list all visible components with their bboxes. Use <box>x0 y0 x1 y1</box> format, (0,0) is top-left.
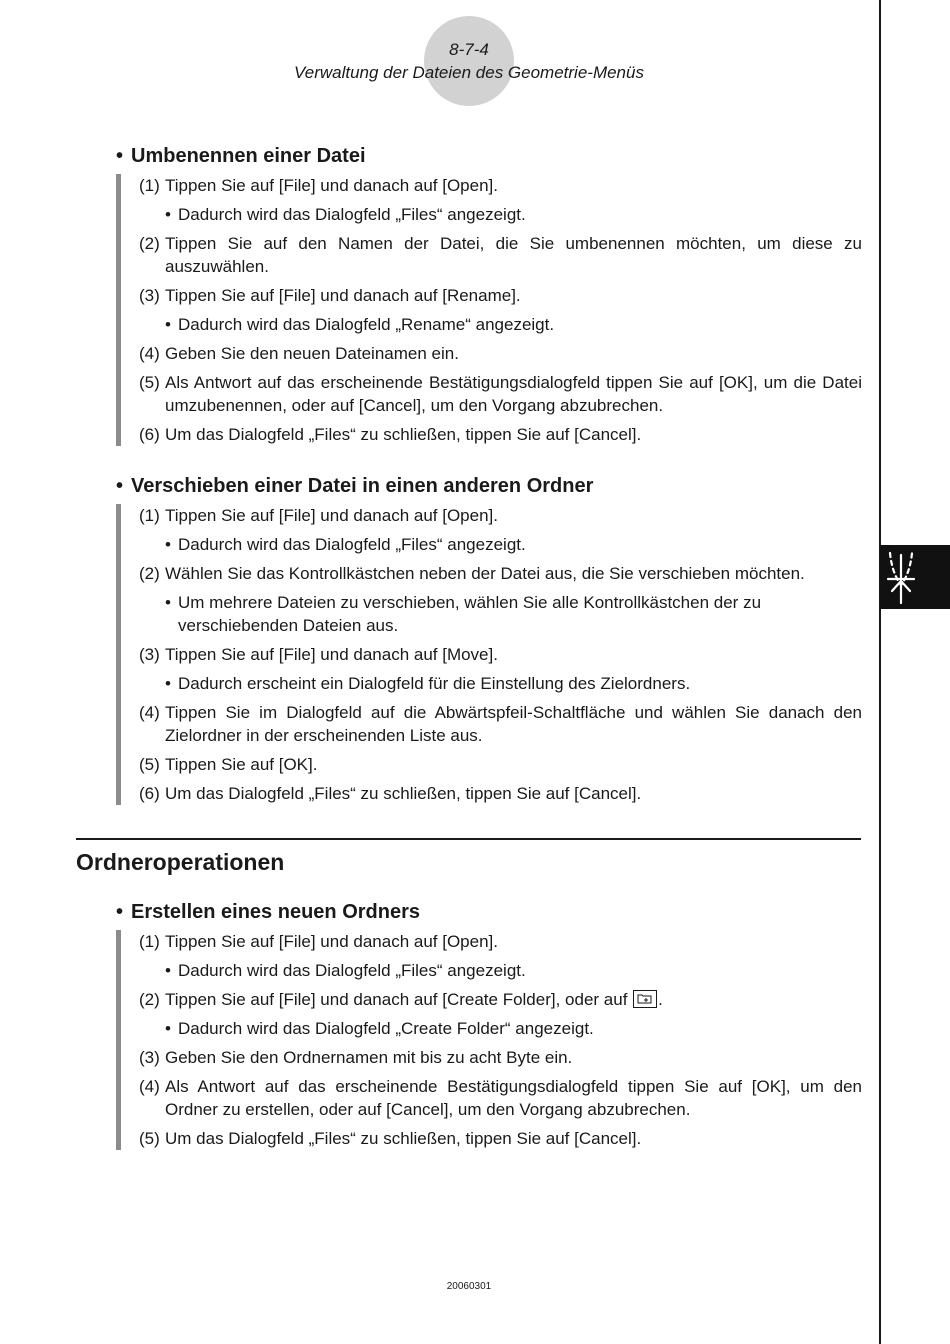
step-text: Tippen Sie auf [File] und danach auf [Open]. <box>165 932 498 951</box>
step <box>139 284 862 307</box>
step-number: (2) <box>139 234 160 253</box>
note <box>139 959 862 982</box>
heading-bullet: • <box>116 145 124 167</box>
note-text: Dadurch erscheint ein Dialogfeld für die Einstellung des Zielordners. <box>178 674 691 693</box>
move-section <box>76 474 862 811</box>
step <box>139 1075 862 1121</box>
step-number: (2) <box>139 564 160 583</box>
step-text: Tippen Sie auf [File] und danach auf [Open]. <box>165 506 498 525</box>
note-bullet: • <box>165 315 171 334</box>
geometry-chapter-icon <box>880 545 950 609</box>
chapter-title: Verwaltung der Dateien des Geometrie-Menüs <box>294 63 644 82</box>
step-number: (3) <box>139 645 160 664</box>
step-number: (2) <box>139 990 160 1009</box>
step <box>139 643 862 666</box>
step <box>139 504 862 527</box>
step <box>139 1127 862 1150</box>
note-bullet: • <box>165 674 171 693</box>
step-text: Tippen Sie auf den Namen der Datei, die Sie umbenennen möchten, um diese zu auszuwählen. <box>165 234 862 276</box>
note <box>139 203 862 226</box>
header-circle <box>424 16 514 106</box>
step <box>139 930 862 953</box>
heading-text: Umbenennen einer Datei <box>131 145 366 167</box>
folder-operations-heading: Ordneroperationen <box>76 849 285 875</box>
note-bullet: • <box>165 1019 171 1038</box>
step-number: (6) <box>139 784 160 803</box>
heading-text: Verschieben einer Datei in einen anderen Ordner <box>131 475 594 497</box>
step <box>139 342 862 365</box>
heading-text: Erstellen eines neuen Ordners <box>131 901 420 923</box>
note <box>139 672 862 695</box>
step <box>139 701 862 747</box>
note <box>139 533 862 556</box>
move-steps <box>116 504 862 805</box>
step <box>139 988 862 1011</box>
step-number: (1) <box>139 932 160 951</box>
heading-bullet: • <box>116 475 124 497</box>
step-text: Um das Dialogfeld „Files“ zu schließen, tippen Sie auf [Cancel]. <box>165 425 642 444</box>
step-text <box>165 988 862 1011</box>
step <box>139 423 862 446</box>
create-folder-steps <box>116 930 862 1150</box>
step-text: Tippen Sie auf [File] und danach auf [Rename]. <box>165 286 521 305</box>
section-divider <box>76 838 861 840</box>
step-number: (3) <box>139 286 160 305</box>
step-number: (6) <box>139 425 160 444</box>
note <box>139 1017 862 1040</box>
step-text: Tippen Sie auf [File] und danach auf [Move]. <box>165 645 498 664</box>
step-text: Als Antwort auf das erscheinende Bestätigungsdialogfeld tippen Sie auf [OK], um die Datei umzubenennen, oder auf [Cancel], um den Vorgang abzubrechen. <box>165 373 862 415</box>
section-heading <box>76 144 862 168</box>
step <box>139 782 862 805</box>
step-number: (5) <box>139 373 160 392</box>
note-text: Dadurch wird das Dialogfeld „Create Folder“ angezeigt. <box>178 1019 594 1038</box>
page-number: 8-7-4 <box>449 40 489 59</box>
note-text: Um mehrere Dateien zu verschieben, wählen Sie alle Kontrollkästchen der zu verschiebenden Dateien aus. <box>178 593 762 635</box>
rename-section <box>76 144 862 452</box>
section-heading <box>76 474 862 498</box>
note-text: Dadurch wird das Dialogfeld „Files“ angezeigt. <box>178 961 526 980</box>
step-text: Um das Dialogfeld „Files“ zu schließen, tippen Sie auf [Cancel]. <box>165 784 642 803</box>
step-text: Tippen Sie auf [File] und danach auf [Open]. <box>165 176 498 195</box>
step-number: (4) <box>139 703 160 722</box>
step-number: (4) <box>139 1077 160 1096</box>
step <box>139 753 862 776</box>
note <box>139 591 862 637</box>
note-text: Dadurch wird das Dialogfeld „Rename“ angezeigt. <box>178 315 555 334</box>
step <box>139 232 862 278</box>
step-number: (4) <box>139 344 160 363</box>
right-margin-rule <box>879 0 881 1344</box>
note-bullet: • <box>165 593 171 612</box>
note-bullet: • <box>165 205 171 224</box>
step-number: (5) <box>139 755 160 774</box>
note-text: Dadurch wird das Dialogfeld „Files“ angezeigt. <box>178 205 526 224</box>
step-text-after: . <box>658 990 663 1009</box>
create-folder-section <box>76 900 862 1156</box>
step-text: Tippen Sie im Dialogfeld auf die Abwärtspfeil-Schaltfläche und wählen Sie danach den Zielordner in der erscheinenden Liste aus. <box>165 703 862 745</box>
step <box>139 1046 862 1069</box>
note-bullet: • <box>165 535 171 554</box>
step <box>139 562 862 585</box>
step-text: Als Antwort auf das erscheinende Bestätigungsdialogfeld tippen Sie auf [OK], um den Ordner zu erstellen, oder auf [Cancel], um den Vorgang abzubrechen. <box>165 1077 862 1119</box>
step-text: Wählen Sie das Kontrollkästchen neben der Datei aus, die Sie verschieben möchten. <box>165 564 805 583</box>
step <box>139 174 862 197</box>
step-number: (1) <box>139 506 160 525</box>
step-text-before: Tippen Sie auf [File] und danach auf [Create Folder], oder auf <box>165 990 628 1009</box>
note-bullet: • <box>165 961 171 980</box>
new-folder-icon <box>633 990 657 1008</box>
footer-code: 20060301 <box>446 1281 492 1292</box>
step-text: Um das Dialogfeld „Files“ zu schließen, tippen Sie auf [Cancel]. <box>165 1129 642 1148</box>
step-number: (3) <box>139 1048 160 1067</box>
note-text: Dadurch wird das Dialogfeld „Files“ angezeigt. <box>178 535 526 554</box>
step <box>139 371 862 417</box>
step-text: Geben Sie den Ordnernamen mit bis zu acht Byte ein. <box>165 1048 573 1067</box>
step-number: (5) <box>139 1129 160 1148</box>
note <box>139 313 862 336</box>
rename-steps <box>116 174 862 446</box>
heading-bullet: • <box>116 901 124 923</box>
section-heading <box>76 900 862 924</box>
step-text: Tippen Sie auf [OK]. <box>165 755 318 774</box>
step-number: (1) <box>139 176 160 195</box>
chapter-side-tab <box>880 545 950 609</box>
step-text: Geben Sie den neuen Dateinamen ein. <box>165 344 459 363</box>
